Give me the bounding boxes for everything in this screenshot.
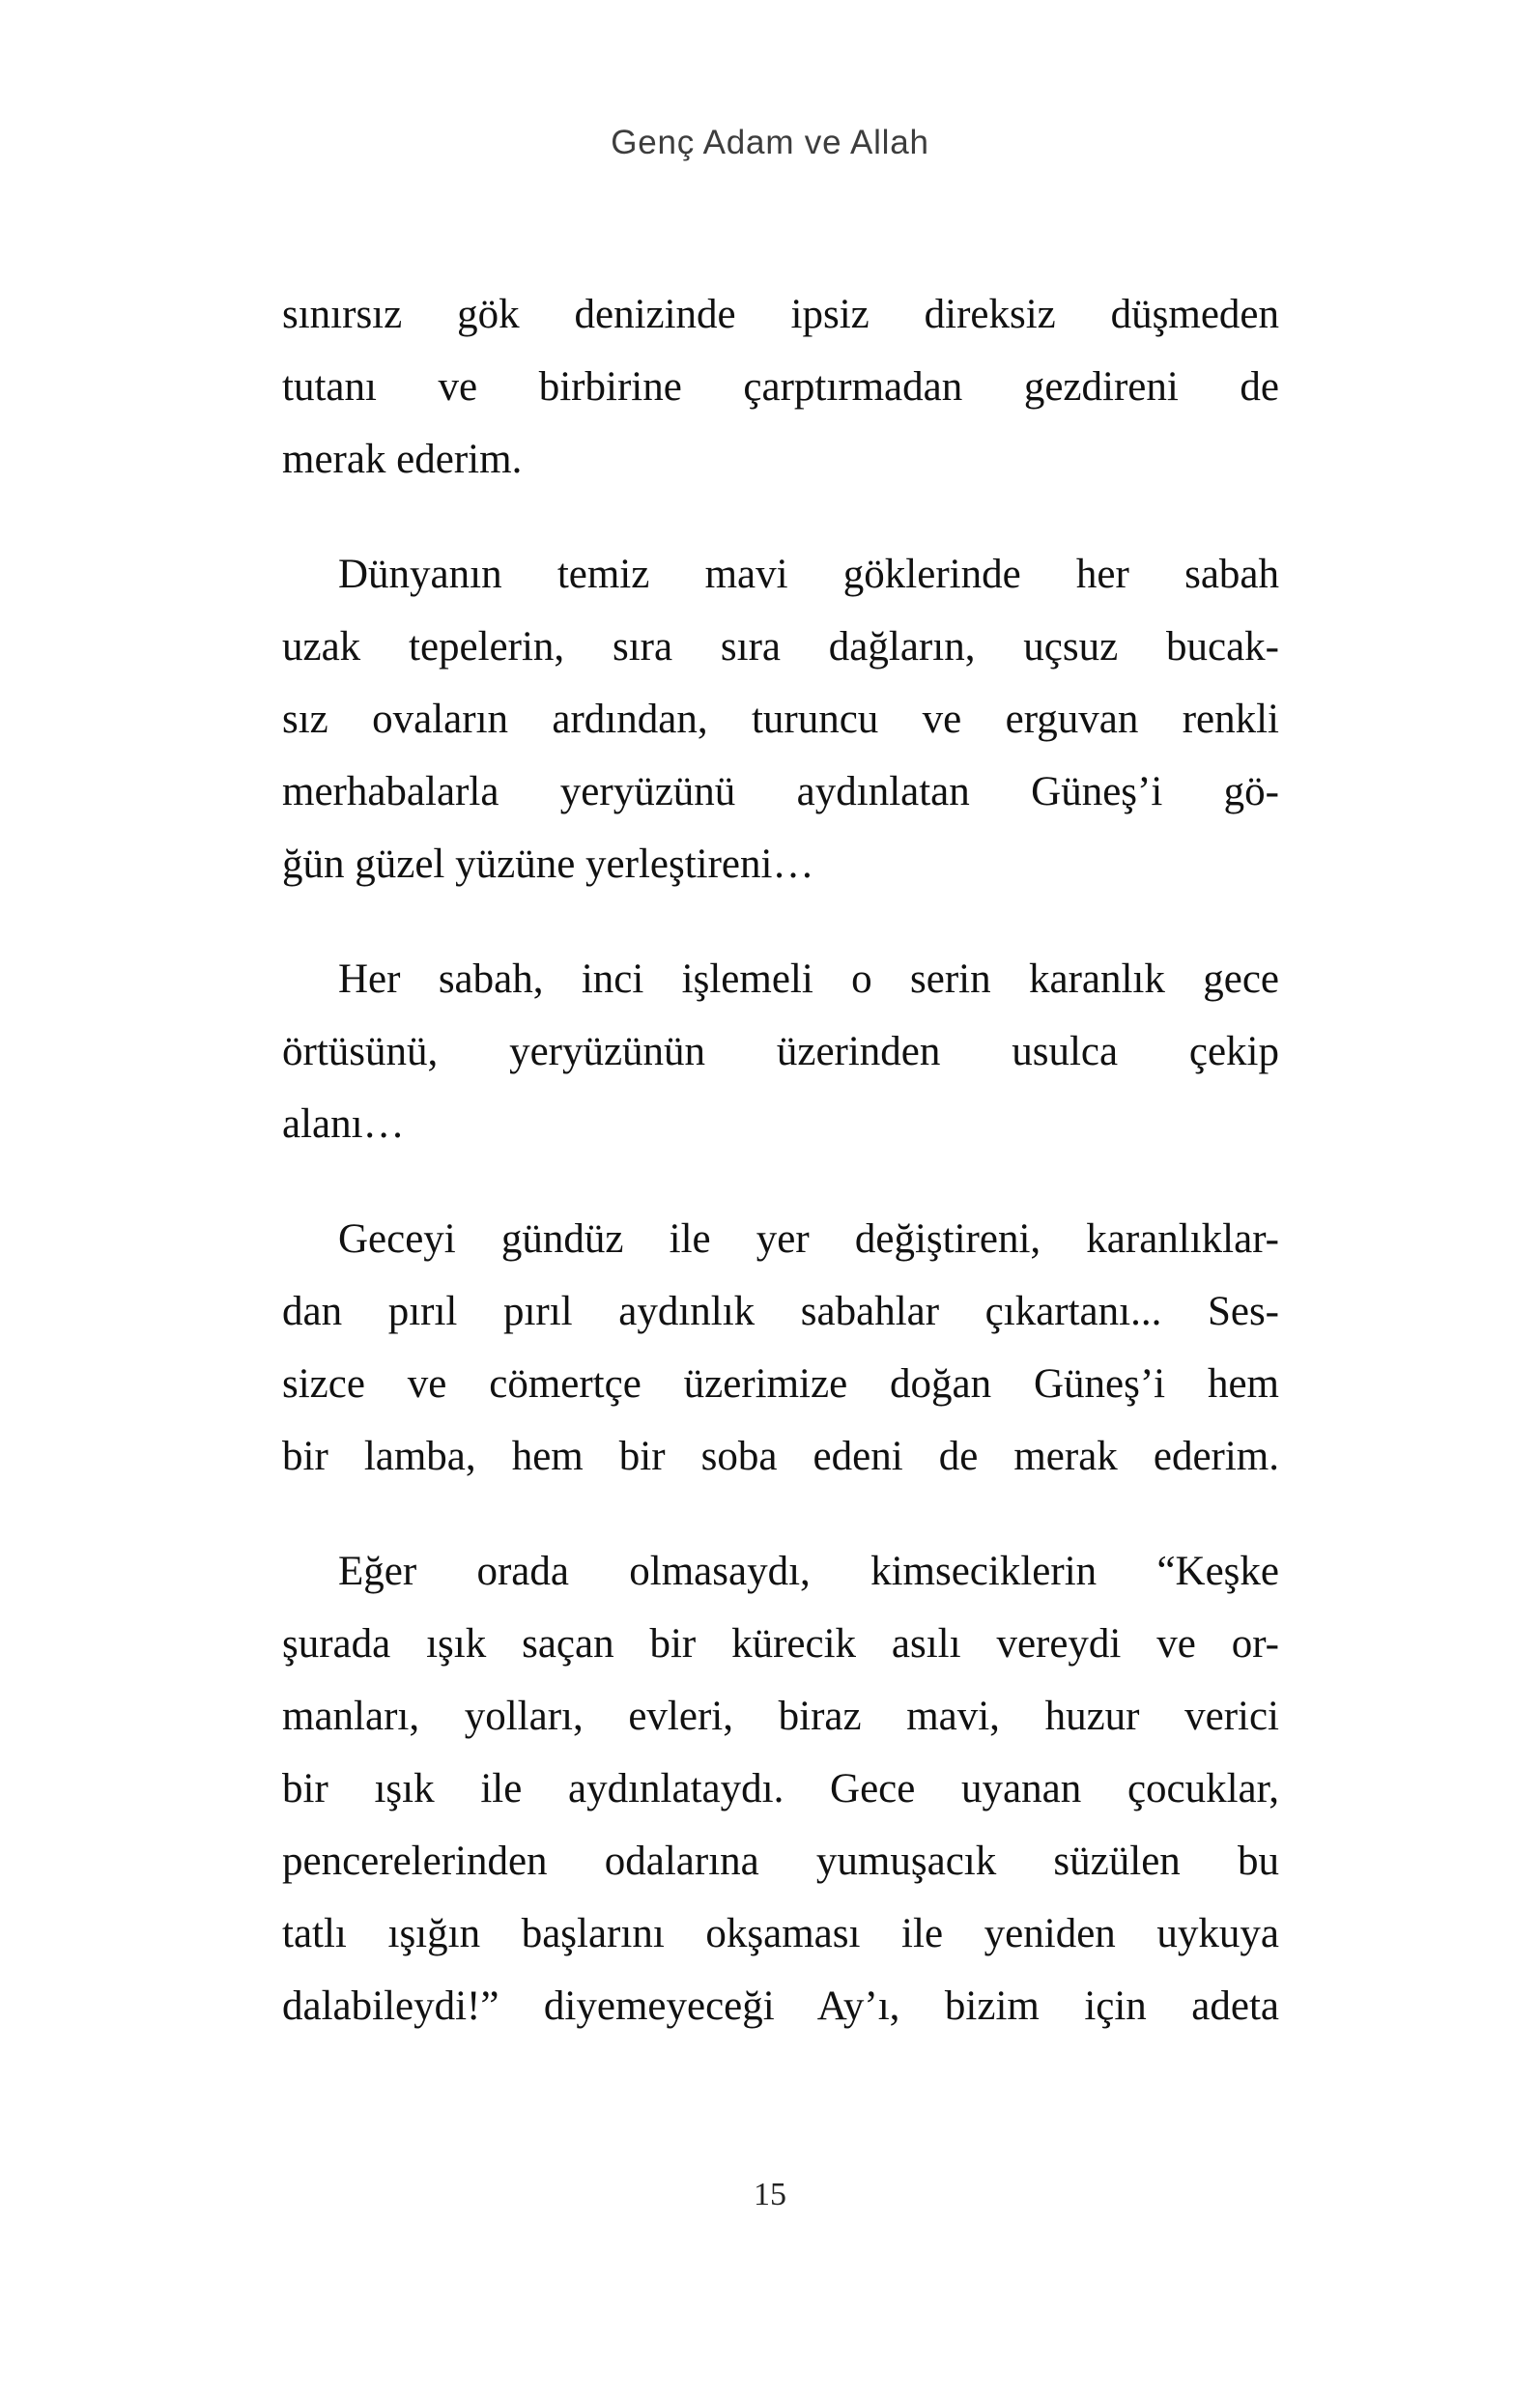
text-line: sınırsız gök denizinde ipsiz direksiz düşmeden xyxy=(282,292,1279,337)
text-line: sız ovaların ardından, turuncu ve erguvan renkli xyxy=(282,697,1279,742)
text-line: Her sabah, inci işlemeli o serin karanlık gece xyxy=(338,956,1279,1002)
text-line: tutanı ve birbirine çarptırmadan gezdireni de xyxy=(282,364,1279,410)
text-line: şurada ışık saçan bir kürecik asılı vereydi ve or- xyxy=(282,1621,1279,1667)
text-line: sizce ve cömertçe üzerimize doğan Güneş’i hem xyxy=(282,1361,1279,1407)
text-line: bir ışık ile aydınlataydı. Gece uyanan çocuklar, xyxy=(282,1766,1279,1811)
running-head-title: Genç Adam ve Allah xyxy=(611,124,929,161)
text-line: Dünyanın temiz mavi göklerinde her sabah xyxy=(338,552,1279,597)
paragraph xyxy=(282,278,1279,496)
text-line: merhabalarla yeryüzünü aydınlatan Güneş’i gö- xyxy=(282,769,1279,814)
paragraph xyxy=(282,538,1279,900)
paragraph xyxy=(282,1535,1279,2042)
text-line: örtüsünü, yeryüzünün üzerinden usulca çekip xyxy=(282,1029,1279,1074)
text-line: bir lamba, hem bir soba edeni de merak ederim. xyxy=(282,1434,1279,1479)
text-line: ğün güzel yüzüne yerleştireni… xyxy=(282,841,814,887)
page-number: 15 xyxy=(754,2177,786,2212)
text-line: merak ederim. xyxy=(282,437,523,482)
text-line: dalabileydi!” diyemeyeceği Ay’ı, bizim için adeta xyxy=(282,1983,1279,2029)
text-line: Eğer orada olmasaydı, kimseciklerin “Keşke xyxy=(338,1549,1279,1594)
text-line: alanı… xyxy=(282,1101,405,1147)
text-block xyxy=(282,278,1279,2042)
text-line: pencerelerinden odalarına yumuşacık süzülen bu xyxy=(282,1839,1279,1884)
text-line: dan pırıl pırıl aydınlık sabahlar çıkartanı... Ses- xyxy=(282,1289,1279,1334)
text-line: tatlı ışığın başlarını okşaması ile yeniden uykuya xyxy=(282,1911,1279,1956)
text-line: uzak tepelerin, sıra sıra dağların, uçsuz bucak- xyxy=(282,624,1279,670)
text-line: manları, yolları, evleri, biraz mavi, huzur verici xyxy=(282,1694,1279,1739)
paragraph xyxy=(282,1203,1279,1493)
paragraph xyxy=(282,943,1279,1160)
text-line: Geceyi gündüz ile yer değiştireni, karanlıklar- xyxy=(338,1216,1279,1262)
